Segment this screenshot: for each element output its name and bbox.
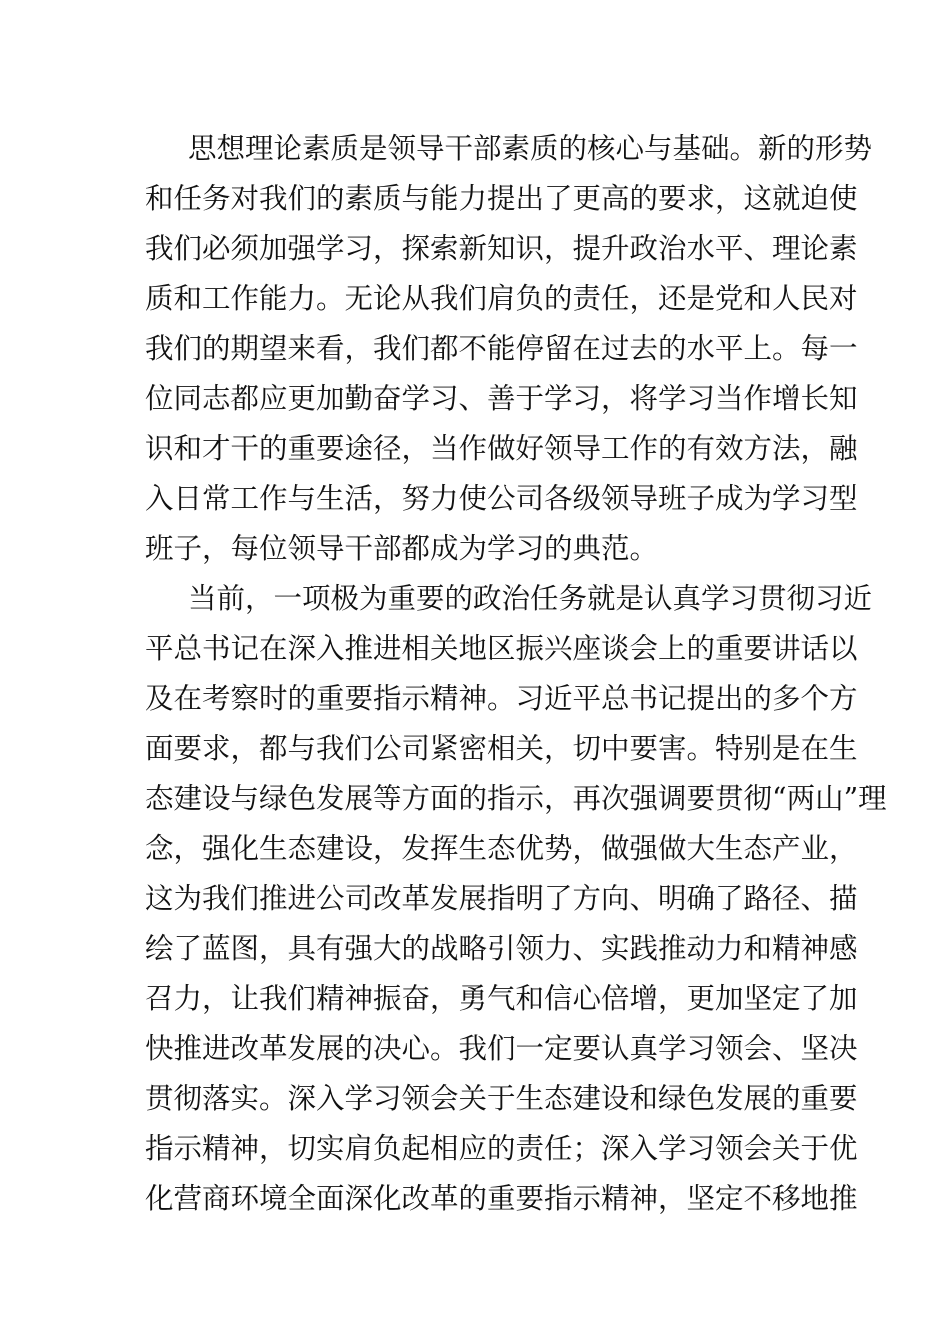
text-line: 这为我们推进公司改革发展指明了方向、明确了路径、描 bbox=[145, 882, 858, 915]
text-line: 面要求，都与我们公司紧密相关，切中要害。特别是在生 bbox=[145, 732, 858, 765]
text-line: 召力，让我们精神振奋，勇气和信心倍增，更加坚定了加 bbox=[145, 982, 858, 1015]
text-line: 我们的期望来看，我们都不能停留在过去的水平上。每一 bbox=[145, 332, 858, 365]
text-line: 质和工作能力。无论从我们肩负的责任，还是党和人民对 bbox=[145, 282, 858, 315]
text-line: 念，强化生态建设，发挥生态优势，做强做大生态产业， bbox=[145, 832, 858, 865]
text-line: 化营商环境全面深化改革的重要指示精神，坚定不移地推 bbox=[145, 1182, 858, 1215]
text-line: 我们必须加强学习，探索新知识，提升政治水平、理论素 bbox=[145, 232, 858, 265]
text-line: 思想理论素质是领导干部素质的核心与基础。新的形势 bbox=[188, 132, 873, 165]
body-text bbox=[145, 124, 887, 1224]
text-line: 当前，一项极为重要的政治任务就是认真学习贯彻习近 bbox=[188, 582, 873, 615]
text-line: 识和才干的重要途径，当作做好领导工作的有效方法，融 bbox=[145, 432, 858, 465]
text-line: 位同志都应更加勤奋学习、善于学习，将学习当作增长知 bbox=[145, 382, 858, 415]
paragraph bbox=[145, 124, 873, 574]
paragraph bbox=[145, 574, 887, 1224]
text-line: 绘了蓝图，具有强大的战略引领力、实践推动力和精神感 bbox=[145, 932, 858, 965]
text-line: 贯彻落实。深入学习领会关于生态建设和绿色发展的重要 bbox=[145, 1082, 858, 1115]
text-line: 快推进改革发展的决心。我们一定要认真学习领会、坚决 bbox=[145, 1032, 858, 1065]
text-line: 及在考察时的重要指示精神。习近平总书记提出的多个方 bbox=[145, 682, 858, 715]
text-line: 平总书记在深入推进相关地区振兴座谈会上的重要讲话以 bbox=[145, 632, 858, 665]
text-line: 入日常工作与生活，努力使公司各级领导班子成为学习型 bbox=[145, 482, 858, 515]
text-line: 和任务对我们的素质与能力提出了更高的要求，这就迫使 bbox=[145, 182, 858, 215]
text-line: 指示精神，切实肩负起相应的责任；深入学习领会关于优 bbox=[145, 1132, 858, 1165]
text-line: 班子，每位领导干部都成为学习的典范。 bbox=[145, 532, 659, 565]
text-line: 态建设与绿色发展等方面的指示，再次强调要贯彻“两山”理 bbox=[145, 782, 887, 815]
